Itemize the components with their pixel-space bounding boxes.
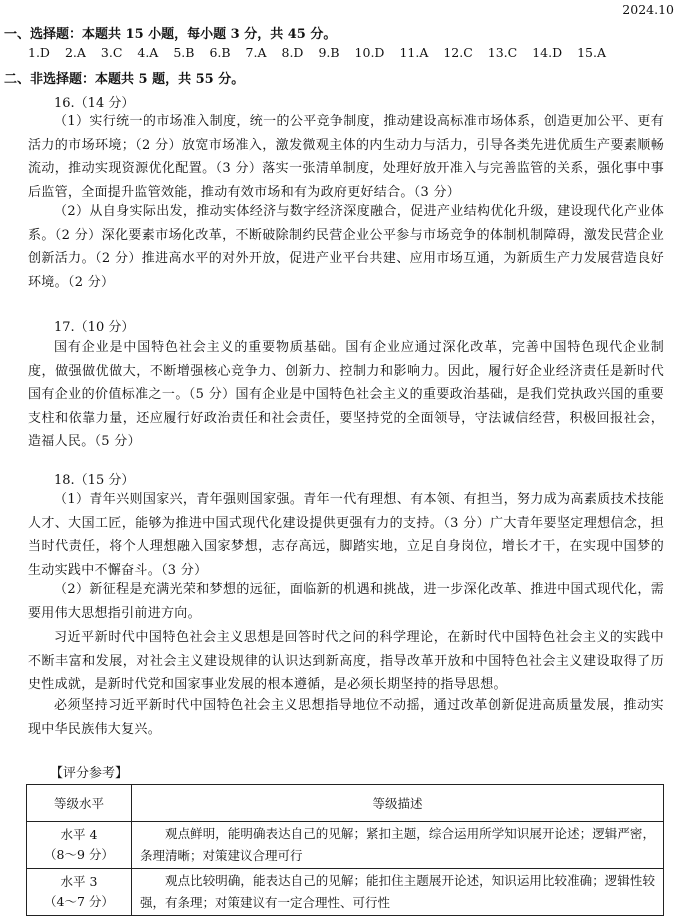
answer-list [28,45,613,60]
answer-item: 14.D [532,45,563,60]
level-name: 水平 4 [60,827,98,842]
question-16-heading: 16.（14 分） [54,96,135,111]
question-17-answer: 国有企业是中国特色社会主义的重要物质基础。国有企业应通过深化改革，完善中国特色现代企业制度，做强做优做大，不断增强核心竞争力、创新力、控制力和影响力。因此，履行好企业经济责任是新时代国有企业的价值标准之一。（5 分）国有企业是中国特色社会主义的重要政治基础，是我们党执政兴国的重要支柱和依靠力量，还应履行好政治责任和社会责任，要坚持党的全面领导，守法诚信经营，积极回报社会，造福人民。（5 分） [28,340,664,449]
answer-item: 8.D [281,45,304,60]
grading-reference-title: 【评分参考】 [50,766,129,781]
question-16-part1: （1）实行统一的市场准入制度，统一的公平竞争制度，推动建设高标准市场体系，创造更加公平、更有活力的市场环境；（2 分）放宽市场准入，激发微观主体的内生动力与活力，引导各类先进优质生产要素顺畅流动，推动实现资源优化配置。（3 分）落实一张清单制度，处理好放开准入与完善监管的关系，强化事中事后监管，全面提升监管效能，推动有效市场和有为政府更好结合。（3 分） [28,114,664,200]
answer-item: 5.B [173,45,195,60]
question-18-heading: 18.（15 分） [54,473,135,488]
level-description: 观点鲜明，能明确表达自己的见解；紧扣主题，综合运用所学知识展开论述；逻辑严密，条理清晰；对策建议合理可行 [132,822,664,869]
section1-heading: 一、选择题：本题共 15 小题，每小题 3 分，共 45 分。 [4,27,337,42]
question-17-heading: 17.（10 分） [54,320,135,335]
section2-heading: 二、非选择题：本题共 5 题，共 55 分。 [4,72,245,87]
answer-item: 11.A [399,45,429,60]
level-score-range: （4～7 分） [44,894,114,909]
level-description: 观点比较明确，能表达自己的见解；能扣住主题展开论述，知识运用比较准确；逻辑性较强，有条理；对策建议有一定合理性、可行性 [132,869,664,916]
answer-item: 2.A [64,45,86,60]
answer-item: 3.C [100,45,123,60]
answer-item: 10.D [354,45,385,60]
grading-table [26,784,664,916]
table-row [27,869,664,916]
table-row [27,822,664,869]
answer-item: 13.C [487,45,518,60]
date-label: 2024.10 [622,2,674,17]
question-18-part4: 必须坚持习近平新时代中国特色社会主义思想指导地位不动摇，通过改革创新促进高质量发展，推动实现中华民族伟大复兴。 [28,698,664,737]
level-cell [27,822,132,869]
question-18-part2: （2）新征程是充满光荣和梦想的远征，面临新的机遇和挑战，进一步深化改革、推进中国式现代化，需要用伟大思想指引前进方向。 [28,582,664,621]
header-level: 等级水平 [27,785,132,822]
answer-item: 7.A [245,45,267,60]
level-name: 水平 3 [60,874,98,889]
level-score-range: （8～9 分） [44,847,114,862]
question-18-part3: 习近平新时代中国特色社会主义思想是回答时代之问的科学理论，在新时代中国特色社会主义的实践中不断丰富和发展，对社会主义建设规律的认识达到新高度，指导改革开放和中国特色社会主义建设取得了历史性成就，是新时代党和国家事业发展的根本遵循，是必须长期坚持的指导思想。 [28,630,664,692]
answer-item: 4.A [137,45,159,60]
grading-table-header [27,785,664,822]
header-description: 等级描述 [132,785,664,822]
question-16-part2: （2）从自身实际出发，推动实体经济与数字经济深度融合，促进产业结构优化升级，建设现代化产业体系。（2 分）深化要素市场化改革，不断破除制约民营企业公平参与市场竞争的体制机制障碍，激发民营企业创新活力。（2 分）推进高水平的对外开放，促进产业平台共建、应用市场互通，为新质生产力发展营造良好环境。（2 分） [28,204,664,290]
level-cell [27,869,132,916]
answer-item: 15.A [577,45,606,60]
question-18-part1: （1）青年兴则国家兴，青年强则国家强。青年一代有理想、有本领、有担当，努力成为高素质技术技能人才、大国工匠，能够为推进中国式现代化建设提供更强有力的支持。（3 分）广大青年要坚定理想信念，担当时代责任，将个人理想融入国家梦想，志存高远，脚踏实地，立足自身岗位，增长才干，在实现中国梦的生动实践中不懈奋斗。（3 分） [28,492,664,578]
answer-item: 12.C [443,45,473,60]
answer-item: 9.B [318,45,340,60]
answer-item: 6.B [209,45,231,60]
answer-item: 1.D [28,45,50,60]
